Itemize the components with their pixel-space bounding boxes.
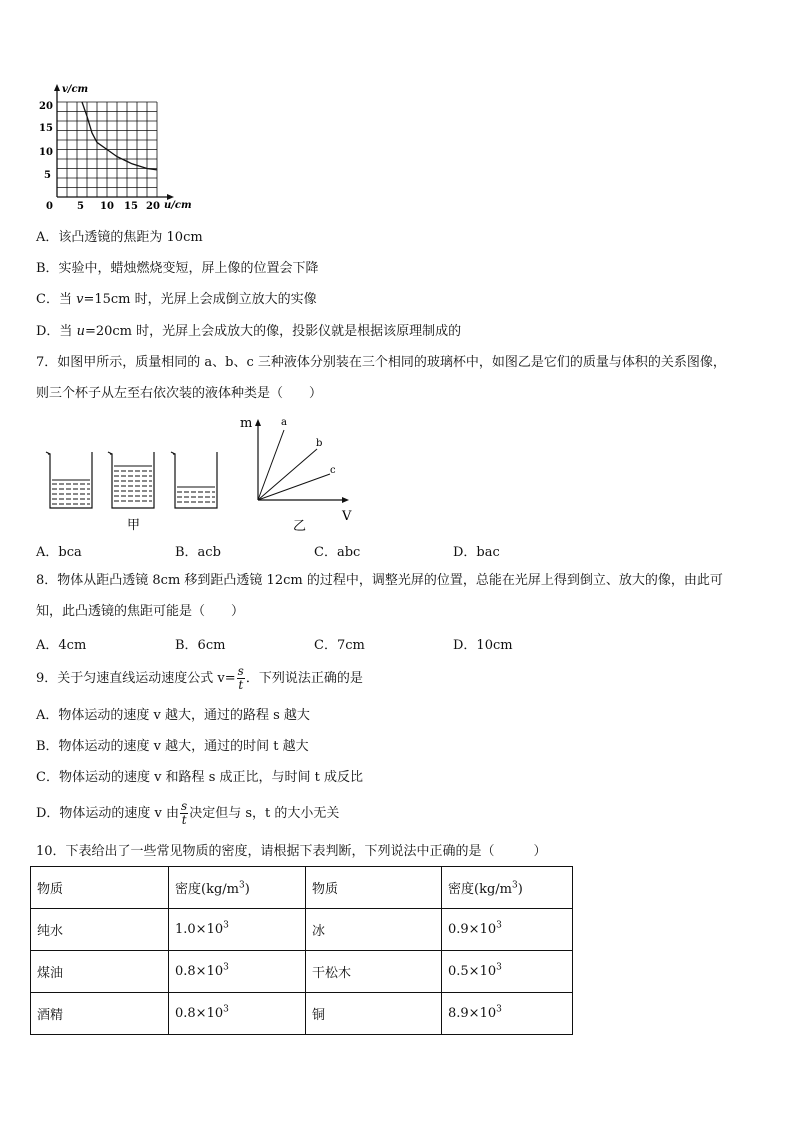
v-u-graph (30, 82, 200, 214)
q9-option-c: C．物体运动的速度 v 和路程 s 成正比，与时间 t 成反比 (36, 770, 363, 785)
header-cell: 密度$(kg/m^3)$ (442, 867, 573, 909)
q7-stem-line2: 则三个杯子从左至右依次装的液体种类是（ ） (36, 386, 323, 401)
beaker-1 (46, 452, 92, 508)
line-c-label: c (330, 465, 336, 476)
table-row (31, 909, 573, 951)
q7-option-c: C．abc (314, 545, 361, 560)
q9-stem-post: ．下列说法正确的是 (245, 671, 363, 686)
table-cell: 干松木 (306, 951, 442, 993)
q6-option-b: B．实验中，蜡烛燃烧变短，屏上像的位置会下降 (36, 261, 319, 276)
q9-option-d-post: 决定但与 s，t 的大小无关 (189, 806, 340, 821)
q8-stem-line2: 知，此凸透镜的焦距可能是（ ） (36, 604, 245, 619)
q9-stem-pre: 9．关于匀速直线运动速度公式 v= (36, 671, 236, 686)
q9-option-d (36, 799, 339, 829)
q7-option-a: A．bca (36, 545, 82, 560)
table-cell: 冰 (306, 909, 442, 951)
q8-stem-line1: 8．物体从距凸透镜 8cm 移到距凸透镜 12cm 的过程中，调整光屏的位置，总能在光屏上得到倒立、放大的像，由此可 (36, 573, 723, 588)
q8-option-b: B．6cm (175, 638, 226, 653)
q7-stem-line1: 7．如图甲所示，质量相同的 a、b、c 三种液体分别装在三个相同的玻璃杯中，如图乙是它们的质量与体积的关系图像， (36, 355, 726, 370)
q6-option-c (36, 291, 317, 309)
x-tick-10: 10 (100, 201, 114, 212)
q6-option-d-post: =20cm 时，光屏上会成放大的像，投影仪就是根据该原理制成的 (84, 324, 462, 339)
q9-option-a: A．物体运动的速度 v 越大，通过的路程 s 越大 (36, 708, 310, 723)
x-axis-label: u/cm (164, 200, 192, 211)
table-cell: 酒精 (31, 993, 169, 1035)
x-tick-15: 15 (124, 201, 138, 212)
density-table (30, 866, 573, 1035)
line-a-label: a (281, 417, 287, 428)
line-b-label: b (316, 438, 323, 449)
q7-option-b: B．acb (175, 545, 221, 560)
q9-formula-fraction: $\frac{s}{t}$ (237, 664, 244, 692)
y-axis-label: v/cm (62, 84, 89, 95)
table-cell: $0.8\times 10^3$ (169, 951, 306, 993)
table-cell: $8.9\times 10^3$ (442, 993, 573, 1035)
q9-option-d-pre: D．物体运动的速度 v 由 (36, 806, 180, 821)
line-b (258, 449, 317, 500)
line-a (258, 430, 284, 500)
q6-option-d-pre: D．当 (36, 324, 77, 339)
q6-option-c-var: v (76, 292, 84, 307)
x-tick-0: 0 (46, 201, 53, 212)
label-jia: 甲 (127, 518, 141, 533)
beaker-3 (171, 452, 217, 508)
x-tick-20: 20 (146, 201, 160, 212)
q7-figure-jia (40, 446, 230, 536)
q9-stem (36, 664, 363, 694)
table-cell: $0.9\times 10^3$ (442, 909, 573, 951)
table-row (31, 993, 573, 1035)
table-cell: $0.8\times 10^3$ (169, 993, 306, 1035)
x-tick-5: 5 (77, 201, 84, 212)
header-cell: 密度$(kg/m^3)$ (169, 867, 306, 909)
q6-option-d-var: u (76, 324, 85, 339)
table-row (31, 951, 573, 993)
header-cell: 物质 (31, 867, 169, 909)
q9-option-b: B．物体运动的速度 v 越大，通过的时间 t 越大 (36, 739, 309, 754)
table-header-row (31, 867, 573, 909)
beaker-2 (108, 452, 154, 508)
v-u-curve (82, 102, 157, 170)
y-tick-10: 10 (39, 147, 53, 158)
q10-stem: 10．下表给出了一些常见物质的密度，请根据下表判断，下列说法中正确的是（ ） (36, 844, 547, 859)
q8-option-d: D．10cm (453, 638, 513, 653)
q6-option-d (36, 323, 461, 341)
q6-option-a: A．该凸透镜的焦距为 10cm (36, 230, 203, 245)
table-cell: 铜 (306, 993, 442, 1035)
q6-option-c-pre: C．当 (36, 292, 77, 307)
q7-figure-yi (234, 412, 364, 536)
v-axis-label: V (342, 509, 352, 524)
q8-option-a: A．4cm (36, 638, 87, 653)
table-cell: $0.5\times 10^3$ (442, 951, 573, 993)
label-yi: 乙 (293, 519, 307, 534)
y-axis-arrow (54, 84, 60, 91)
y-tick-15: 15 (39, 123, 53, 134)
q9-option-d-fraction: $\frac{s}{t}$ (181, 799, 188, 827)
line-c (258, 474, 330, 500)
y-tick-5: 5 (44, 170, 51, 181)
table-cell: 纯水 (31, 909, 169, 951)
y-tick-20: 20 (39, 101, 53, 112)
q6-option-c-post: =15cm 时，光屏上会成倒立放大的实像 (83, 292, 317, 307)
m-axis-label: m (240, 416, 253, 431)
table-cell: $1.0\times 10^3$ (169, 909, 306, 951)
table-cell: 煤油 (31, 951, 169, 993)
q8-option-c: C．7cm (314, 638, 365, 653)
q7-option-d: D．bac (453, 545, 500, 560)
header-cell: 物质 (306, 867, 442, 909)
